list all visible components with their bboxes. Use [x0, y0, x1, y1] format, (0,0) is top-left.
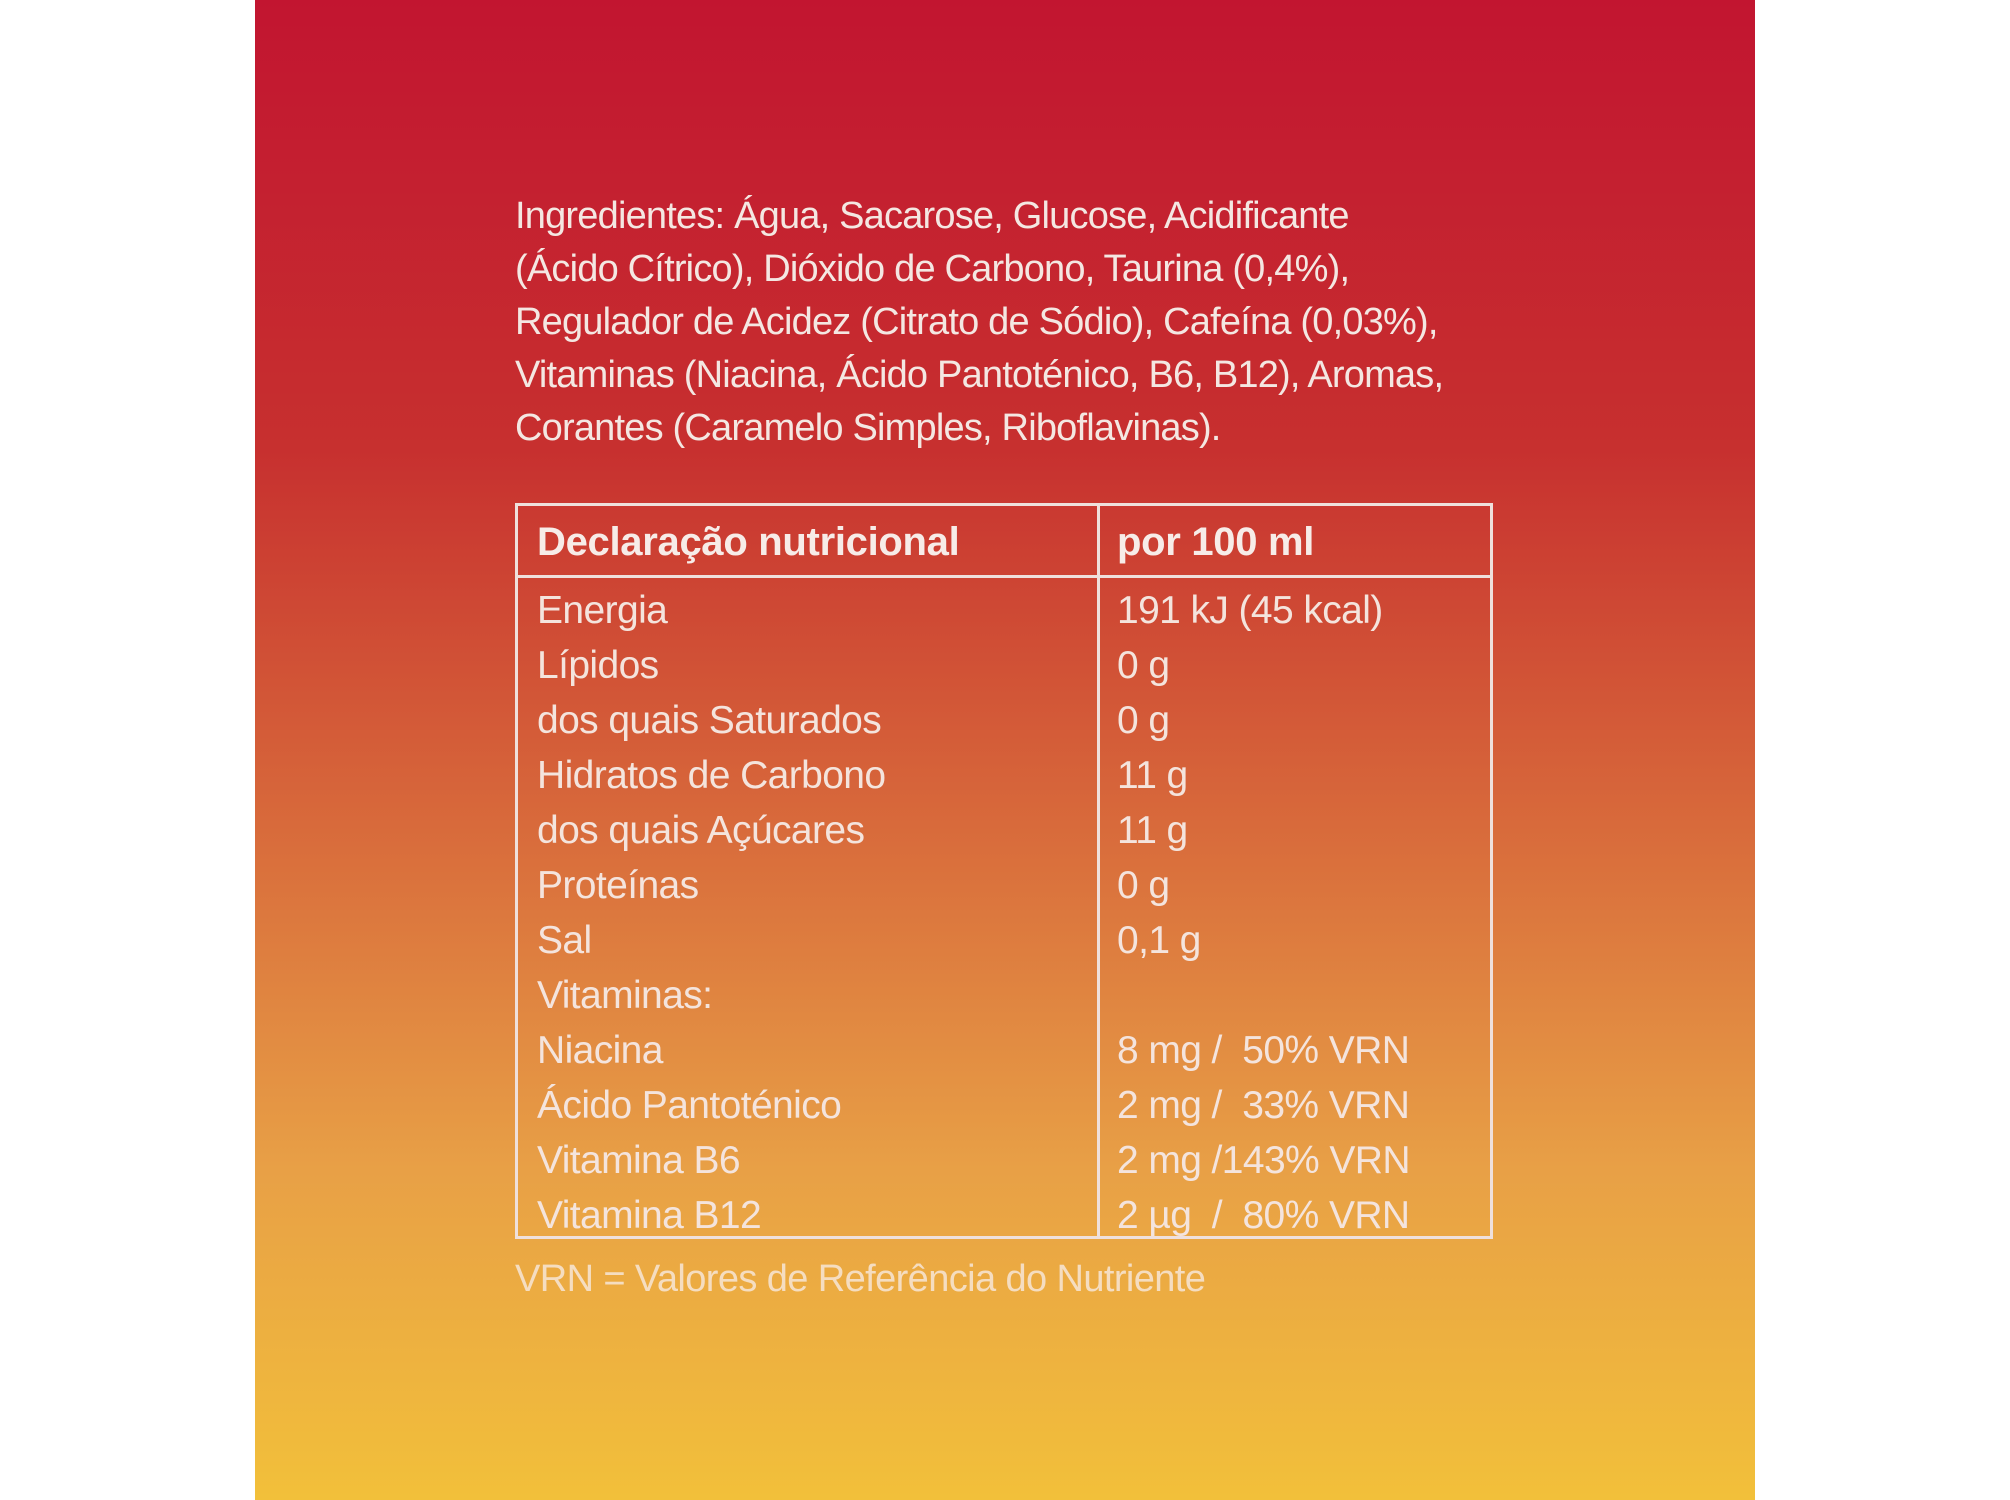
- nutrient-name: Energia: [537, 589, 668, 632]
- nutrient-name: Vitamina B6: [537, 1139, 740, 1182]
- nutrient-name: Ácido Pantoténico: [537, 1084, 842, 1127]
- nutrient-name: Sal: [537, 919, 592, 962]
- table-row: [518, 864, 1490, 919]
- nutrient-value: 2 mg /143% VRN: [1117, 1139, 1410, 1182]
- ingredients-line: Regulador de Acidez (Citrato de Sódio), Cafeína (0,03%),: [515, 301, 1438, 343]
- ingredients-text: [515, 190, 1505, 455]
- nutrient-value: 0 g: [1117, 864, 1170, 907]
- nutrient-name: dos quais Saturados: [537, 699, 882, 742]
- table-header-value: por 100 ml: [1117, 520, 1315, 564]
- header-divider: [518, 575, 1490, 578]
- ingredients-line: Corantes (Caramelo Simples, Riboflavinas).: [515, 407, 1221, 449]
- table-row: [518, 1084, 1490, 1139]
- table-row: [518, 974, 1490, 1029]
- table-row: [518, 919, 1490, 974]
- nutrient-value: 8 mg / 50% VRN: [1117, 1029, 1410, 1072]
- table-row: [518, 589, 1490, 644]
- table-row: [518, 754, 1490, 809]
- nutrient-name: Niacina: [537, 1029, 663, 1072]
- nutrient-name: Hidratos de Carbono: [537, 754, 886, 797]
- nutrient-name: Proteínas: [537, 864, 699, 907]
- nutrient-name: Vitamina B12: [537, 1194, 762, 1237]
- nutrition-table: [515, 503, 1493, 1239]
- table-row: [518, 699, 1490, 754]
- table-header-name: Declaração nutricional: [537, 520, 960, 564]
- table-row: [518, 1194, 1490, 1249]
- ingredients-line: Vitaminas (Niacina, Ácido Pantoténico, B6, B12), Aromas,: [515, 354, 1444, 396]
- table-row: [518, 809, 1490, 864]
- nutrient-value: 2 mg / 33% VRN: [1117, 1084, 1410, 1127]
- nutrient-value: 191 kJ (45 kcal): [1117, 589, 1383, 632]
- table-row: [518, 644, 1490, 699]
- table-body: [518, 589, 1490, 1249]
- table-row: [518, 1139, 1490, 1194]
- ingredients-line: (Ácido Cítrico), Dióxido de Carbono, Taurina (0,4%),: [515, 248, 1350, 290]
- nutrient-value: 0 g: [1117, 699, 1170, 742]
- nutrient-value: 0 g: [1117, 644, 1170, 687]
- nutrient-name: Vitaminas:: [537, 974, 713, 1017]
- vrn-footnote: VRN = Valores de Referência do Nutriente: [515, 1258, 1206, 1300]
- nutrient-name: Lípidos: [537, 644, 659, 687]
- table-row: [518, 1029, 1490, 1084]
- nutrient-name: dos quais Açúcares: [537, 809, 865, 852]
- nutrient-value: 11 g: [1117, 754, 1188, 797]
- nutrient-value: 2 µg / 80% VRN: [1117, 1194, 1410, 1237]
- ingredients-line: Ingredientes: Água, Sacarose, Glucose, Acidificante: [515, 195, 1349, 237]
- nutrient-value: 0,1 g: [1117, 919, 1201, 962]
- nutrient-value: 11 g: [1117, 809, 1188, 852]
